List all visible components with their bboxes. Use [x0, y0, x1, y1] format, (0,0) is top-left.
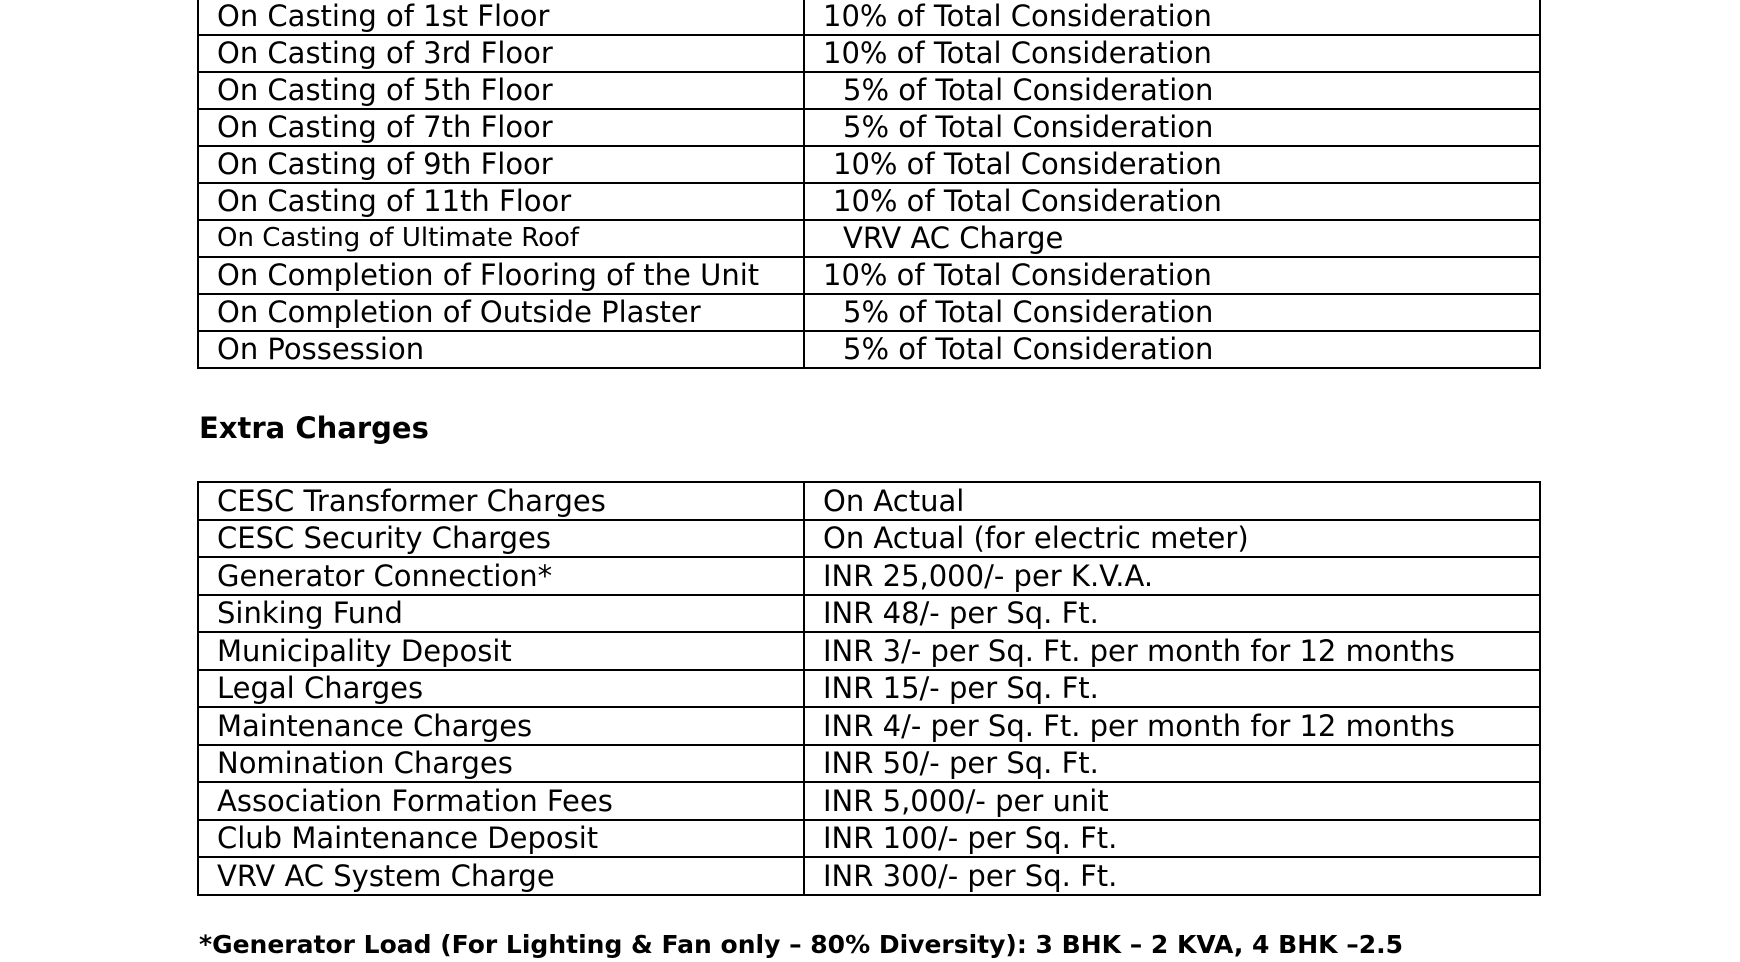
charge-value-cell: INR 4/- per Sq. Ft. per month for 12 months: [804, 707, 1540, 745]
charge-value-cell: INR 300/- per Sq. Ft.: [804, 857, 1540, 895]
extra-charges-table: [197, 481, 1541, 896]
stage-cell: On Completion of Outside Plaster: [198, 294, 804, 331]
stage-cell: On Casting of 3rd Floor: [198, 35, 804, 72]
table-row: [198, 595, 1540, 633]
charge-value-cell: On Actual (for electric meter): [804, 520, 1540, 558]
table-row: [198, 670, 1540, 708]
charge-item-cell: VRV AC System Charge: [198, 857, 804, 895]
table-row: [198, 820, 1540, 858]
stage-cell: On Possession: [198, 331, 804, 368]
table-row: [198, 257, 1540, 294]
amount-cell: 5% of Total Consideration: [804, 294, 1540, 331]
stage-cell: On Casting of 5th Floor: [198, 72, 804, 109]
amount-cell: 5% of Total Consideration: [804, 331, 1540, 368]
table-row: [198, 632, 1540, 670]
table-row: [198, 557, 1540, 595]
table-row: [198, 146, 1540, 183]
amount-cell: 10% of Total Consideration: [804, 35, 1540, 72]
amount-cell: 10% of Total Consideration: [804, 0, 1540, 35]
extra-charges-heading: Extra Charges: [199, 411, 429, 445]
generator-load-footnote: *Generator Load (For Lighting & Fan only – 80% Diversity): 3 BHK – 2 KVA, 4 BHK –2.5: [199, 930, 1403, 959]
table-row: [198, 331, 1540, 368]
payment-schedule-table: [197, 0, 1541, 369]
stage-cell: On Casting of 11th Floor: [198, 183, 804, 220]
stage-cell: On Casting of 7th Floor: [198, 109, 804, 146]
stage-cell: On Completion of Flooring of the Unit: [198, 257, 804, 294]
charge-item-cell: Generator Connection*: [198, 557, 804, 595]
amount-cell: 10% of Total Consideration: [804, 146, 1540, 183]
table-row: [198, 220, 1540, 257]
charge-item-cell: Association Formation Fees: [198, 782, 804, 820]
amount-cell: 10% of Total Consideration: [804, 183, 1540, 220]
stage-cell: On Casting of 1st Floor: [198, 0, 804, 35]
stage-cell: On Casting of Ultimate Roof: [198, 220, 804, 257]
table-row: [198, 72, 1540, 109]
table-row: [198, 109, 1540, 146]
charge-item-cell: Nomination Charges: [198, 745, 804, 783]
stage-cell: On Casting of 9th Floor: [198, 146, 804, 183]
table-row: [198, 857, 1540, 895]
amount-cell: 10% of Total Consideration: [804, 257, 1540, 294]
table-row: [198, 745, 1540, 783]
table-row: [198, 294, 1540, 331]
table-row: [198, 707, 1540, 745]
charge-item-cell: Sinking Fund: [198, 595, 804, 633]
charge-value-cell: INR 5,000/- per unit: [804, 782, 1540, 820]
charge-item-cell: Club Maintenance Deposit: [198, 820, 804, 858]
charge-value-cell: INR 48/- per Sq. Ft.: [804, 595, 1540, 633]
amount-cell: 5% of Total Consideration: [804, 109, 1540, 146]
charge-item-cell: CESC Transformer Charges: [198, 482, 804, 520]
charge-value-cell: INR 15/- per Sq. Ft.: [804, 670, 1540, 708]
charge-value-cell: INR 50/- per Sq. Ft.: [804, 745, 1540, 783]
charge-value-cell: INR 25,000/- per K.V.A.: [804, 557, 1540, 595]
charge-value-cell: INR 3/- per Sq. Ft. per month for 12 months: [804, 632, 1540, 670]
charge-item-cell: CESC Security Charges: [198, 520, 804, 558]
charge-item-cell: Municipality Deposit: [198, 632, 804, 670]
charge-item-cell: Maintenance Charges: [198, 707, 804, 745]
table-row: [198, 35, 1540, 72]
table-row: [198, 0, 1540, 35]
table-row: [198, 482, 1540, 520]
charge-item-cell: Legal Charges: [198, 670, 804, 708]
table-row: [198, 782, 1540, 820]
amount-cell: 5% of Total Consideration: [804, 72, 1540, 109]
charge-value-cell: INR 100/- per Sq. Ft.: [804, 820, 1540, 858]
amount-cell: VRV AC Charge: [804, 220, 1540, 257]
table-row: [198, 520, 1540, 558]
table-row: [198, 183, 1540, 220]
charge-value-cell: On Actual: [804, 482, 1540, 520]
